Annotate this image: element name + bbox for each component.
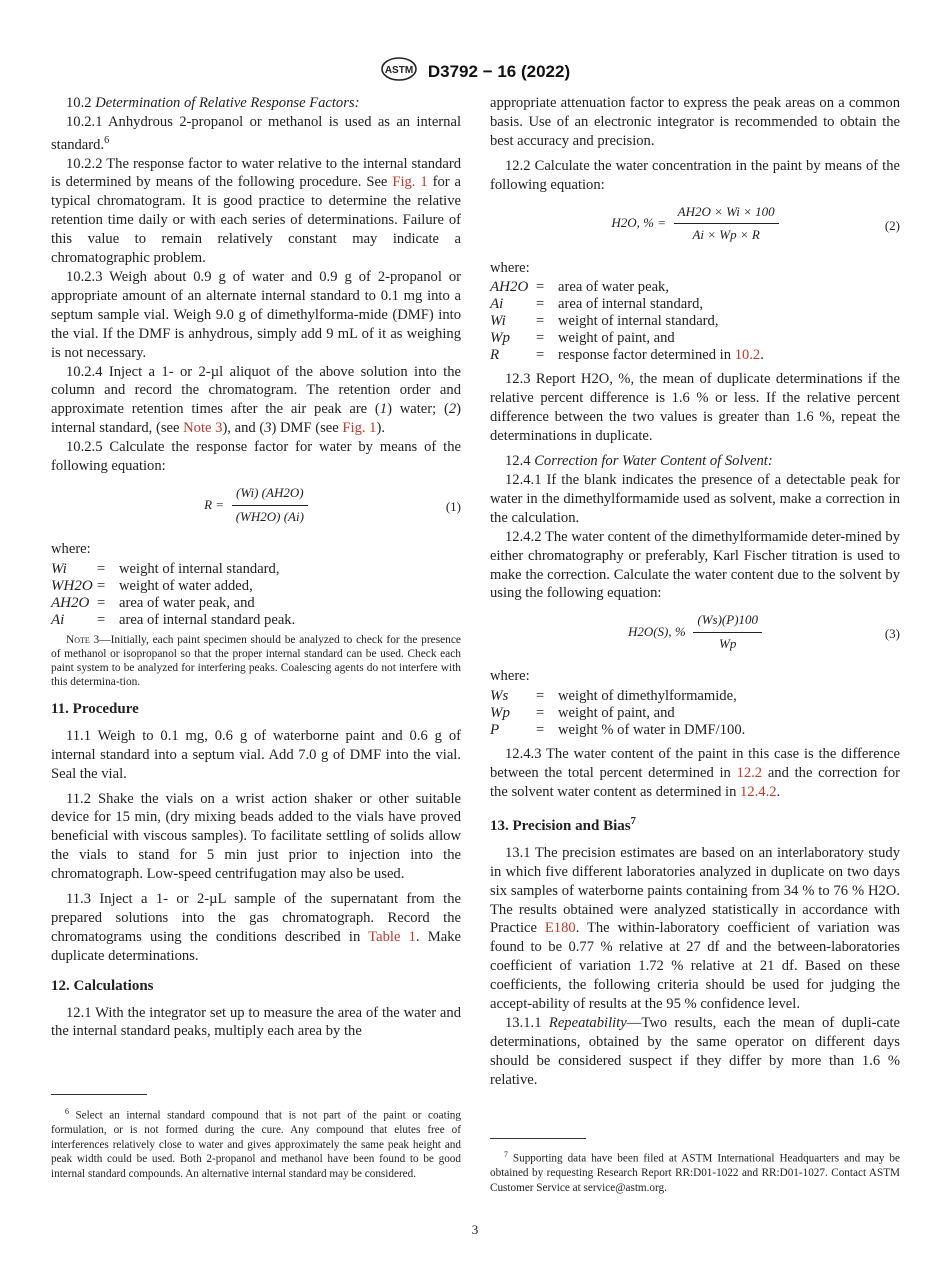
para-10-2-4: 10.2.4 Inject a 1- or 2-µl aliquot of the above solution into the column and record the chromatogram. The retention order and approximate retention times after the air peak are (1) water; (2) internal standard, (see Note 3), and (3) DMF (see Fig. 1). — [51, 363, 461, 437]
equation-number: (3) — [884, 626, 900, 642]
equation-3: H2O(S), % $\frac{(Ws)(P)100}{Wp}$ (3) — [627, 612, 900, 652]
variable-definitions-1 — [51, 561, 295, 629]
variable-definitions-2 — [490, 279, 764, 364]
table1-link[interactable]: Table 1 — [368, 928, 416, 945]
equation-number: (2) — [884, 217, 900, 233]
equation-2: H2O, % = $\frac{AH2O \times Wi \times 100}{Ai \times Wp \times R}$ (2) — [611, 203, 900, 243]
para-10-2-5: 10.2.5 Calculate the response factor for water by means of the following equation: — [51, 439, 461, 475]
variable-definitions-3 — [490, 688, 745, 739]
where-label: where: — [51, 540, 91, 557]
section-11-heading: 11. Procedure — [51, 700, 139, 717]
definition-row: Ai = area of internal standard peak. — [51, 611, 296, 628]
definition-row: Wp = weight of paint, and — [490, 705, 675, 722]
fig1-link[interactable]: Fig. 1 — [342, 420, 377, 437]
para-11-1: 11.1 Weigh to 0.1 mg, 0.6 g of waterborne paint and 0.6 g of internal standard into a septum vial. Add 7.0 g of DMF into the vial. Seal the vial. — [51, 727, 461, 782]
para-10-2-2: 10.2.2 The response factor to water relative to the internal standard is determined by means of the following procedure. See Fig. 1 for a typical chromatogram. It is good practice to determine the relative retention time daily or with each series of determinations. Failure of this value to remain relatively constant may indicate a chromatographic problem. — [51, 155, 462, 267]
footnote-rule — [51, 1094, 147, 1095]
para-12-1-continued: appropriate attenuation factor to express the peak areas on a common basis. Use of an electronic integrator is recommended to obtain the best accuracy and precision. — [490, 95, 900, 149]
page-number: 3 — [471, 1222, 479, 1237]
left-column — [51, 94, 461, 1041]
para-12-1: 12.1 With the integrator set up to measure the area of the water and the internal standard peaks, multiply each area by the — [51, 1004, 461, 1040]
note3-link[interactable]: Note 3 — [183, 420, 223, 437]
page-header — [0, 56, 950, 87]
definition-row: Wp = weight of paint, and — [490, 330, 675, 347]
para-12-2: 12.2 Calculate the water concentration in the paint by means of the following equation: — [490, 157, 900, 193]
section-10-2-link[interactable]: 10.2 — [734, 347, 761, 364]
section-12-4-2-link[interactable]: 12.4.2 — [740, 784, 777, 801]
para-12-3: 12.3 Report H2O, %, the mean of duplicate determinations if the relative percent difference is 1.6 % or less. If the relative percent difference between the two values is greater than 1.6 %, repeat the determinations in duplicate. — [490, 371, 900, 445]
document-designation: D3792 − 16 (2022) — [427, 61, 571, 81]
where-label: where: — [490, 668, 530, 685]
astm-logo-icon — [380, 56, 418, 87]
definition-row: WH2O = weight of water added, — [51, 577, 253, 594]
footnote-rule — [490, 1138, 586, 1139]
section-12-heading: 12. Calculations — [51, 977, 154, 994]
footnote-7: $^7$ Supporting data have been filed at ASTM International Headquarters and may be obtained by requesting Research Report RR:D01-1022 and RR:D01-1027. Contact ASTM Customer Service at service@astm.org. — [490, 1150, 900, 1194]
definition-row: Wi = weight of internal standard, — [51, 560, 280, 577]
para-13-1: 13.1 The precision estimates are based on an interlaboratory study in which five different laboratories analyzed in duplicate on two days six samples of waterborne paints containing from 34 % to 76 % H2O. The results obtained were analyzed statistically in accordance with Practice E180. The within-laboratory coefficient of variation was found to be 0.77 % relative at 27 df and the between-laboratories coefficient of variation 1.72 % relative at 21 df. Based on these coefficients, the following criteria should be used for judging the accept-ability of results at the 95 % confidence level. — [490, 844, 900, 1013]
para-13-1-1: 13.1.1 Repeatability—Two results, each the mean of dupli-cate determinations, obtained by the same operator on different days should be considered suspect if they differ by more than 1.6 % relative. — [490, 1015, 900, 1088]
equation-number: (1) — [445, 498, 461, 514]
svg-text:ASTM: ASTM — [384, 65, 414, 76]
note-3: Note 3—Initially, each paint specimen should be analyzed to check for the presence of methanol or isopropanol so that the proper internal standard can be used. Check each paint system to be analyzed for interfering peaks. Coalescing agents do not interfere with this determina-tion. — [51, 633, 461, 688]
para-11-2: 11.2 Shake the vials on a wrist action shaker or other suitable device for 15 min, (dry mixing beads added to the vials have proved beneficial with viscous samples). To facilitate settling of solids allow the vials to stand for 5 min just prior to injection into the chromatograph. Low-speed centrifugation may also be used. — [51, 790, 461, 883]
where-label: where: — [490, 259, 530, 276]
e180-link[interactable]: E180 — [544, 920, 576, 937]
footnote-ref-7[interactable]: 7 — [630, 815, 636, 827]
para-10-2-1: 10.2.1 Anhydrous 2-propanol or methanol is used as an internal standard.$^6$ — [51, 113, 461, 153]
equation-1: R = $\frac{(Wi) (AH2O)}{(WH2O) (Ai)}$ (1) — [204, 484, 461, 524]
para-11-3: 11.3 Inject a 1- or 2-µL sample of the supernatant from the prepared solutions into the gas chromatograph. Record the chromatograms using the conditions described in Table 1. Make duplicate determinations. — [51, 891, 461, 964]
para-10-2: 10.2 Determination of Relative Response Factors: — [66, 95, 360, 111]
footnote-ref-6[interactable]: 6 — [104, 134, 110, 146]
para-12-4-2: 12.4.2 The water content of the dimethylformamide deter-mined by either chromatography or preferably, Karl Fischer titration is used to make the correction. Calculate the water content due to the solvent by using the following equation: — [490, 528, 900, 602]
definition-row: R = response factor determined in 10.2. — [490, 347, 764, 364]
definition-row: Wi = weight of internal standard, — [490, 313, 719, 330]
definition-row: AH2O = area of water peak, — [490, 279, 669, 296]
right-column — [490, 94, 900, 1090]
definition-row: AH2O = area of water peak, and — [51, 594, 255, 611]
para-12-4-1: 12.4.1 If the blank indicates the presence of a detectable peak for water in the dimethylformamide used as solvent, make a correction in the calculation. — [490, 471, 900, 526]
section-13-heading: 13. Precision and Bias$^7$ — [490, 815, 636, 834]
footnote-6: $^6$ Select an internal standard compound that is not part of the paint or coating formulation, or is not formed during the cure. Any compound that elutes free of interferences relatively close to water and gives approximately the same peak height and peak width could be used. Both 2-propanol and methanol have been found to be good internal standard compounds. An alternative internal standard may be considered. — [51, 1107, 461, 1180]
fig1-link[interactable]: Fig. 1 — [392, 174, 428, 191]
section-12-2-link[interactable]: 12.2 — [736, 765, 763, 782]
definition-row: Ai = area of internal standard, — [490, 296, 704, 313]
definition-row: Ws = weight of dimethylformamide, — [490, 688, 737, 705]
definition-row: P = weight % of water in DMF/100. — [490, 722, 746, 739]
para-10-2-3: 10.2.3 Weigh about 0.9 g of water and 0.9 g of 2-propanol or appropriate amount of an alternate internal standard to 0.1 mg into a septum sample vial. Weigh 9.0 g of dimethylforma-mide (DMF) into the vial. If the DMF is anhydrous, simply add 9 mL of it as weighing is not necessary. — [51, 269, 461, 361]
para-12-4-3: 12.4.3 The water content of the paint in this case is the difference between the total percent determined in 12.2 and the correction for the solvent water content as determined in 12.4.2. — [490, 746, 900, 801]
para-12-4: 12.4 Correction for Water Content of Solvent: — [505, 453, 773, 470]
